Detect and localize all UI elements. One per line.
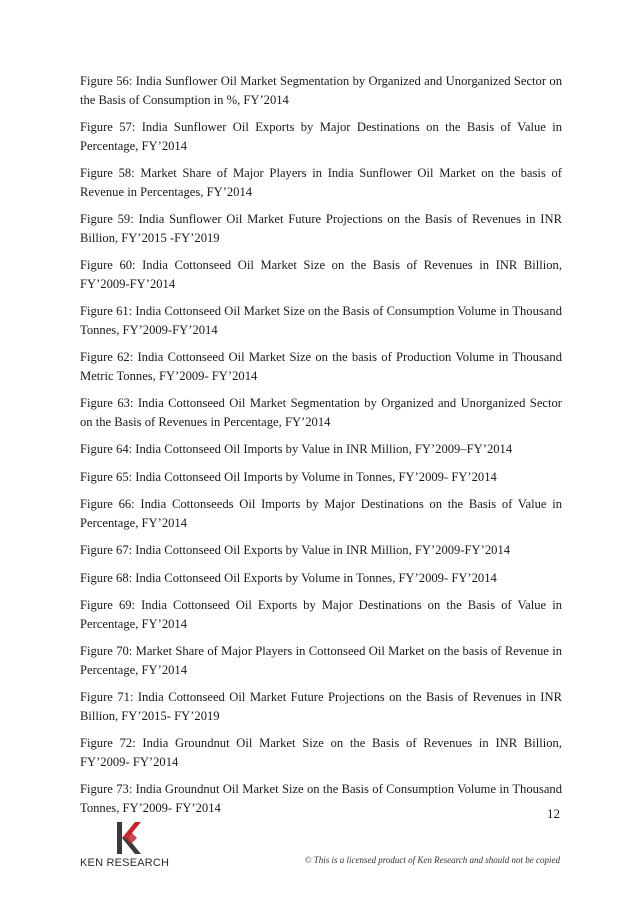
figure-entry: Figure 71: India Cottonseed Oil Market Future Projections on the Basis of Revenues in INR Billion, FY’2015- FY’2019 (80, 690, 562, 723)
figure-entry: Figure 73: India Groundnut Oil Market Size on the Basis of Consumption Volume in Thousand Tonnes, FY’2009- FY’2014 (80, 782, 562, 815)
figure-entry: Figure 61: India Cottonseed Oil Market Size on the Basis of Consumption Volume in Thousand Tonnes, FY’2009-FY’2014 (80, 304, 562, 337)
figure-entry: Figure 59: India Sunflower Oil Market Future Projections on the Basis of Revenues in INR Billion, FY’2015 -FY’2019 (80, 212, 562, 245)
figure-entry: Figure 56: India Sunflower Oil Market Segmentation by Organized and Unorganized Sector on the Basis of Consumption in %, FY’2014 (80, 74, 562, 107)
logo-text: KEN RESEARCH (80, 857, 170, 869)
figure-list (80, 72, 562, 826)
figure-entry: Figure 58: Market Share of Major Players in India Sunflower Oil Market on the basis of Revenue in Percentages, FY’2014 (80, 166, 562, 199)
figure-entry: Figure 62: India Cottonseed Oil Market Size on the basis of Production Volume in Thousand Metric Tonnes, FY’2009- FY’2014 (80, 350, 562, 383)
logo-mark-icon (117, 822, 141, 854)
figure-entry: Figure 72: India Groundnut Oil Market Size on the Basis of Revenues in INR Billion, FY’2009- FY’2014 (80, 736, 562, 769)
figure-entry: Figure 67: India Cottonseed Oil Exports by Value in INR Million, FY’2009-FY’2014 (80, 543, 511, 557)
copyright-notice: © This is a licensed product of Ken Research and should not be copied (304, 855, 560, 865)
figure-entry: Figure 60: India Cottonseed Oil Market Size on the Basis of Revenues in INR Billion, FY’2009-FY’2014 (80, 258, 562, 291)
figure-entry: Figure 66: India Cottonseeds Oil Imports by Major Destinations on the Basis of Value in Percentage, FY’2014 (80, 497, 562, 530)
figure-entry: Figure 69: India Cottonseed Oil Exports by Major Destinations on the Basis of Value in Percentage, FY’2014 (80, 598, 562, 631)
page-number: 12 (547, 806, 560, 821)
figure-entry: Figure 63: India Cottonseed Oil Market Segmentation by Organized and Unorganized Sector on the Basis of Revenues in Percentage, FY’2014 (80, 396, 562, 429)
figure-entry: Figure 70: Market Share of Major Players in Cottonseed Oil Market on the basis of Revenue in Percentage, FY’2014 (80, 644, 562, 677)
figure-entry: Figure 57: India Sunflower Oil Exports by Major Destinations on the Basis of Value in Percentage, FY’2014 (80, 120, 562, 153)
ken-research-logo (80, 822, 190, 872)
figure-entry: Figure 65: India Cottonseed Oil Imports by Volume in Tonnes, FY’2009- FY’2014 (80, 469, 497, 484)
figure-entry: Figure 68: India Cottonseed Oil Exports by Volume in Tonnes, FY’2009- FY’2014 (80, 570, 497, 585)
figure-entry: Figure 64: India Cottonseed Oil Imports by Value in INR Million, FY’2009–FY’2014 (80, 442, 513, 456)
